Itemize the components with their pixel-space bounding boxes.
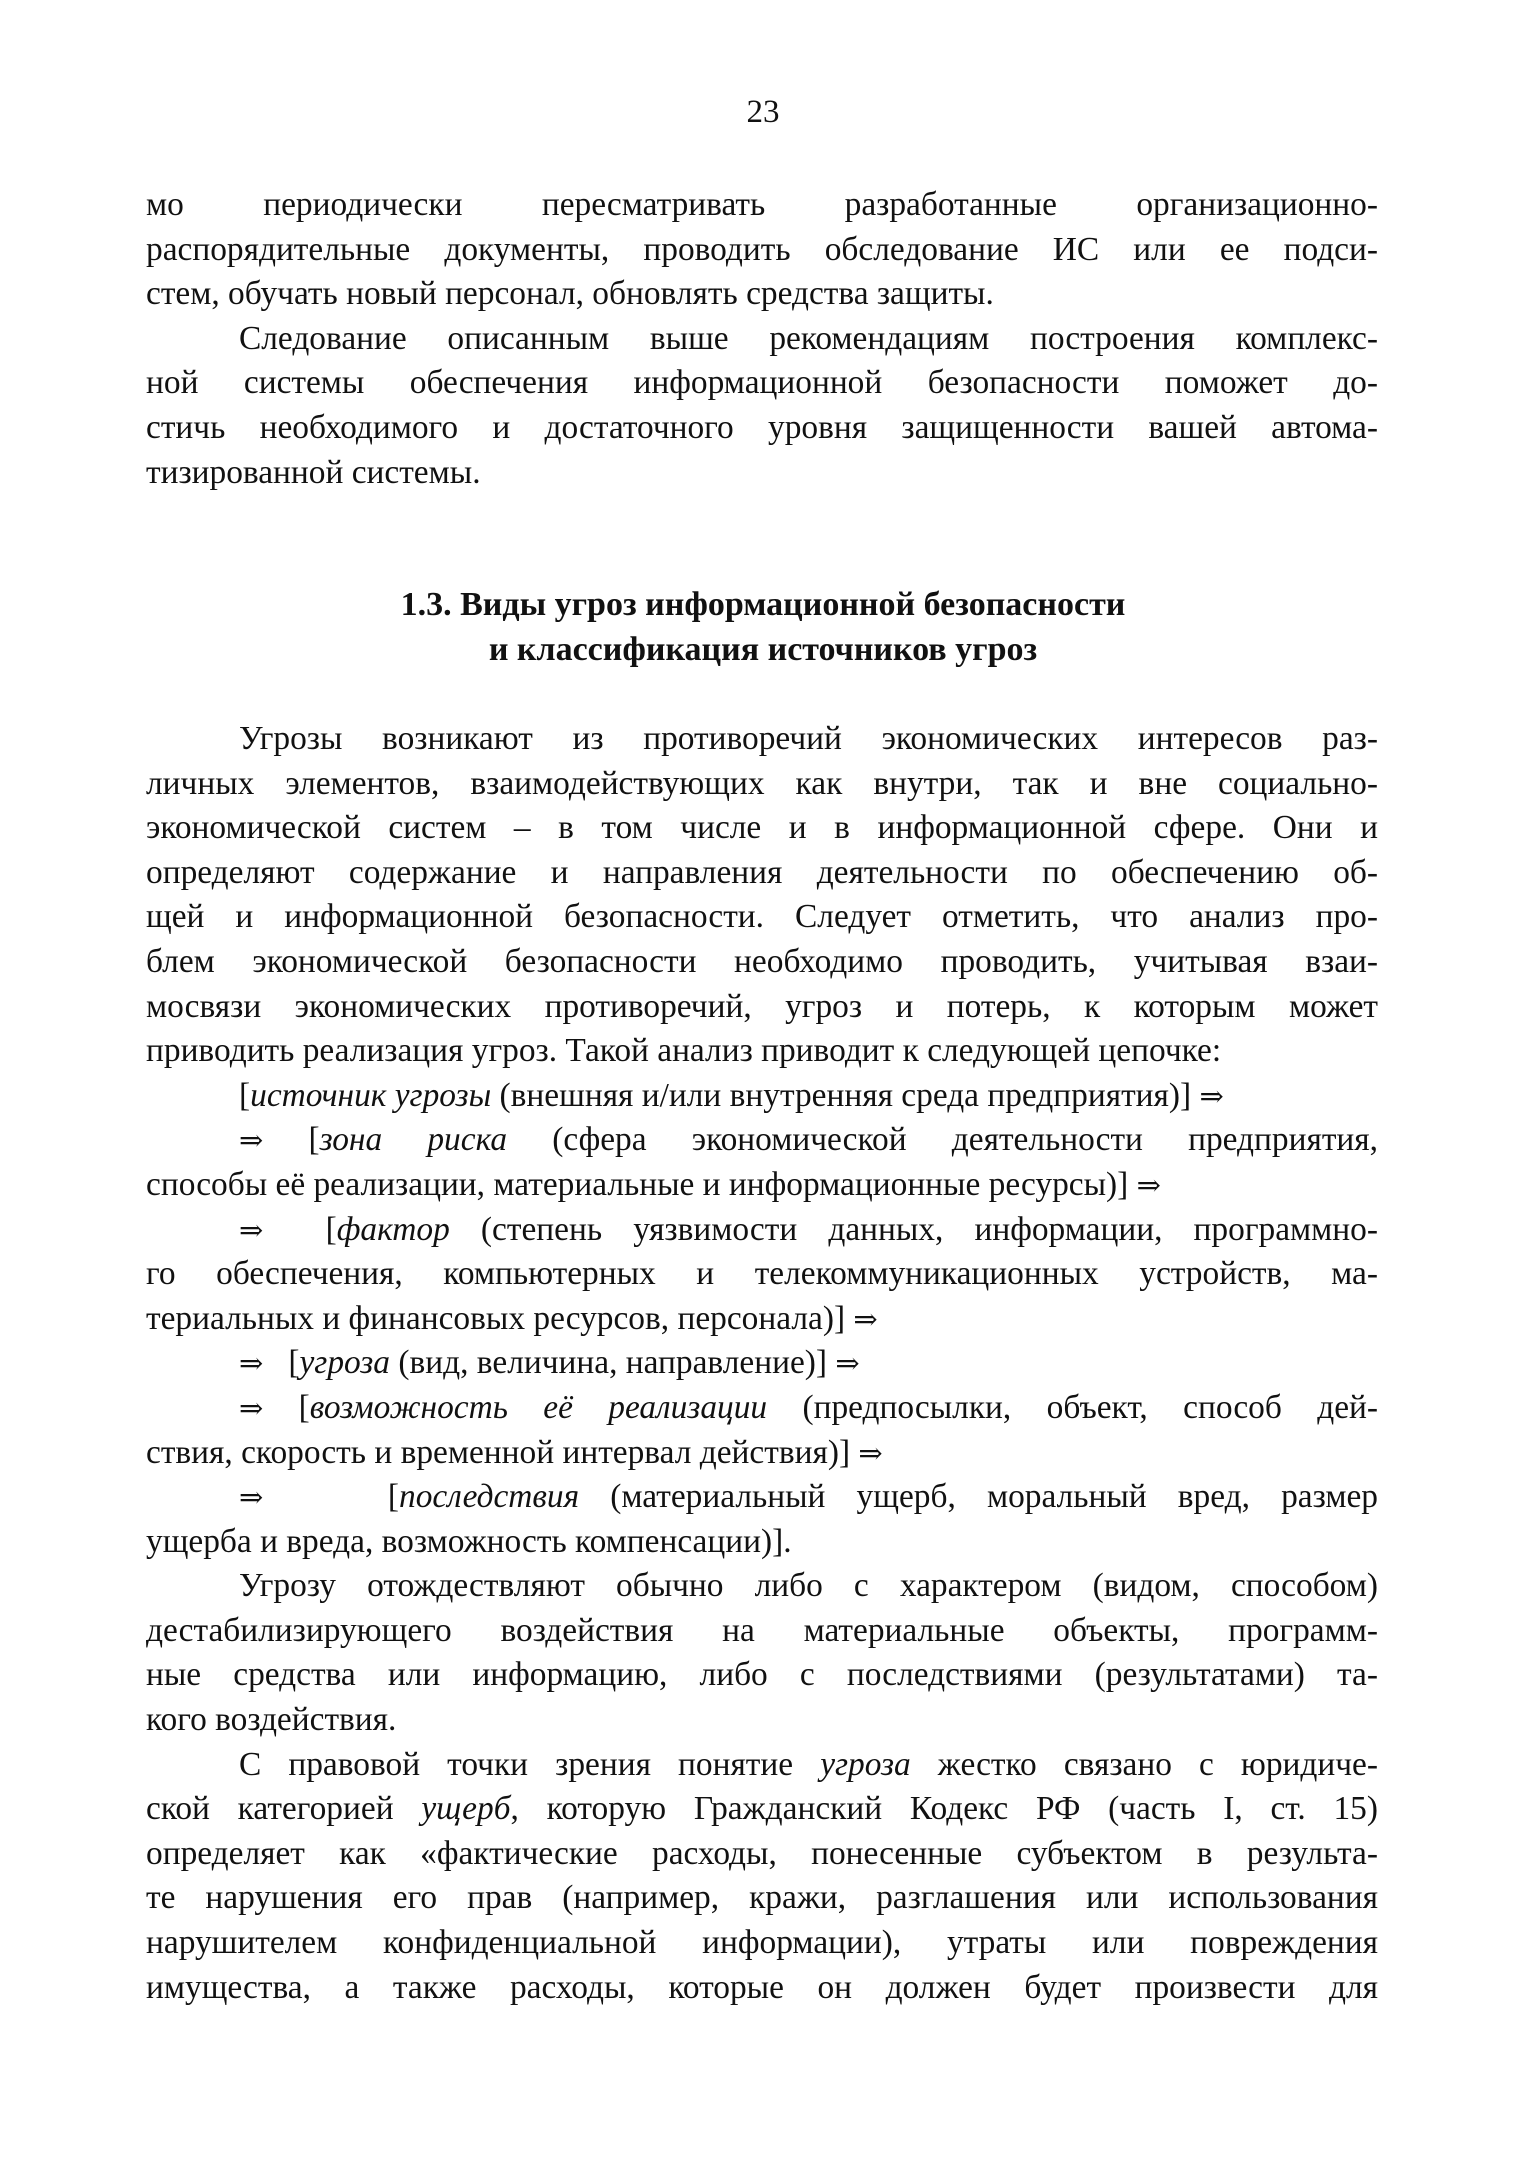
text-line: мо периодически пересматривать разработанные организационно- bbox=[146, 186, 1378, 223]
text-line: тизированной системы. bbox=[146, 453, 481, 491]
implies-arrow-icon: ⇒ bbox=[858, 1435, 883, 1470]
chain-term: фактор bbox=[336, 1210, 450, 1248]
chain-item-continuation: го обеспечения, компьютерных и телекоммуникационных устройств, ма- bbox=[146, 1255, 1378, 1293]
paragraph-legal-view bbox=[146, 1743, 1378, 2011]
implies-arrow-icon: ⇒ bbox=[239, 1346, 264, 1381]
text-line: личных элементов, взаимодействующих как внутри, так и вне социально- bbox=[146, 764, 1378, 802]
text-line: стичь необходимого и достаточного уровня защищенности вашей автома- bbox=[146, 408, 1378, 446]
page-number: 23 bbox=[746, 94, 780, 130]
chain-item-continuation: ущерба и вреда, возможность компенсации)]. bbox=[146, 1522, 792, 1560]
chain-item-consequences: ⇒ [последствия (материальный ущерб, моральный вред, размер bbox=[239, 1478, 1378, 1516]
text-line: Угрозы возникают из противоречий экономических интересов раз- bbox=[239, 720, 1378, 757]
emphasized-term: угроза bbox=[820, 1745, 911, 1783]
implies-arrow-icon: ⇒ bbox=[239, 1480, 264, 1515]
text-line: Угрозу отождествляют обычно либо с характером (видом, способом) bbox=[239, 1567, 1378, 1605]
text-line: блем экономической безопасности необходимо проводить, учитывая взаи- bbox=[146, 942, 1378, 980]
implies-arrow-icon: ⇒ bbox=[239, 1212, 264, 1247]
text-line: распорядительные документы, проводить обследование ИС или ее подси- bbox=[146, 230, 1378, 268]
chain-item-risk-zone: ⇒ [зона риска (сфера экономической деятельности предприятия, bbox=[239, 1121, 1379, 1159]
chain-item-possibility: ⇒ [возможность её реализации (предпосылки, объект, способ дей- bbox=[239, 1388, 1379, 1426]
implies-arrow-icon: ⇒ bbox=[835, 1346, 860, 1381]
threat-chain bbox=[146, 1074, 1378, 1565]
text-line: определяет как «фактические расходы, понесенные субъектом в результа- bbox=[146, 1834, 1378, 1872]
chain-item-threat: ⇒ [угроза (вид, величина, направление)] ⇒ bbox=[239, 1344, 860, 1382]
chain-item-continuation: териальных и финансовых ресурсов, персонала)] ⇒ bbox=[146, 1299, 878, 1337]
text-line: щей и информационной безопасности. Следует отметить, что анализ про- bbox=[146, 898, 1378, 936]
text-line: ской категорией ущерб, которую Гражданский Кодекс РФ (часть I, ст. 15) bbox=[146, 1790, 1378, 1828]
paragraph-threat-identification bbox=[146, 1564, 1378, 1742]
chain-term: источник угрозы bbox=[250, 1076, 492, 1114]
implies-arrow-icon: ⇒ bbox=[853, 1301, 878, 1336]
implies-arrow-icon: ⇒ bbox=[1199, 1078, 1224, 1113]
text-line: ной системы обеспечения информационной безопасности поможет до- bbox=[146, 364, 1378, 402]
chain-term: возможность её реализации bbox=[309, 1388, 768, 1426]
text-line: мосвязи экономических противоречий, угроз и потерь, к которым может bbox=[146, 987, 1378, 1025]
chain-term: последствия bbox=[399, 1478, 580, 1516]
chain-item-continuation: способы её реализации, материальные и информационные ресурсы)] ⇒ bbox=[146, 1165, 1161, 1203]
chain-item-source: [источник угрозы (внешняя и/или внутренняя среда предприятия)] ⇒ bbox=[239, 1076, 1224, 1114]
chain-term: зона риска bbox=[319, 1121, 508, 1159]
emphasized-term: ущерб bbox=[421, 1790, 511, 1828]
paragraph-threats-origin bbox=[146, 717, 1378, 2010]
text-line: С правовой точки зрения понятие угроза жестко связано с юридиче- bbox=[239, 1745, 1378, 1783]
text-line: Следование описанным выше рекомендациям построения комплекс- bbox=[239, 319, 1378, 357]
section-heading bbox=[0, 582, 1526, 672]
text-line: нарушителем конфиденциальной информации), утраты или повреждения bbox=[146, 1924, 1378, 1962]
implies-arrow-icon: ⇒ bbox=[239, 1390, 264, 1425]
section-heading-line-2: и классификация источников угроз bbox=[488, 631, 1038, 668]
text-line: стем, обучать новый персонал, обновлять средства защиты. bbox=[146, 275, 994, 313]
text-line: имущества, а также расходы, которые он должен будет произвести для bbox=[146, 1968, 1378, 2006]
chain-item-continuation: ствия, скорость и временной интервал действия)] ⇒ bbox=[146, 1433, 883, 1471]
paragraph-block-intro bbox=[146, 183, 1378, 495]
text-line: определяют содержание и направления деятельности по обеспечению об- bbox=[146, 853, 1378, 891]
text-line: ные средства или информацию, либо с последствиями (результатами) та- bbox=[146, 1656, 1378, 1694]
text-line: экономической систем – в том числе и в информационной сфере. Они и bbox=[146, 809, 1378, 847]
text-line: кого воздействия. bbox=[146, 1701, 397, 1739]
chain-term: угроза bbox=[299, 1344, 391, 1382]
text-line: дестабилизирующего воздействия на материальные объекты, программ- bbox=[146, 1611, 1378, 1649]
section-heading-line-1: 1.3. Виды угроз информационной безопасности bbox=[400, 586, 1126, 623]
text-line: приводить реализация угроз. Такой анализ приводит к следующей цепочке: bbox=[146, 1032, 1222, 1070]
implies-arrow-icon: ⇒ bbox=[239, 1123, 264, 1158]
implies-arrow-icon: ⇒ bbox=[1136, 1167, 1161, 1202]
text-line: те нарушения его прав (например, кражи, разглашения или использования bbox=[146, 1879, 1378, 1917]
chain-item-factor: ⇒ [фактор (степень уязвимости данных, информации, программно- bbox=[239, 1210, 1378, 1248]
